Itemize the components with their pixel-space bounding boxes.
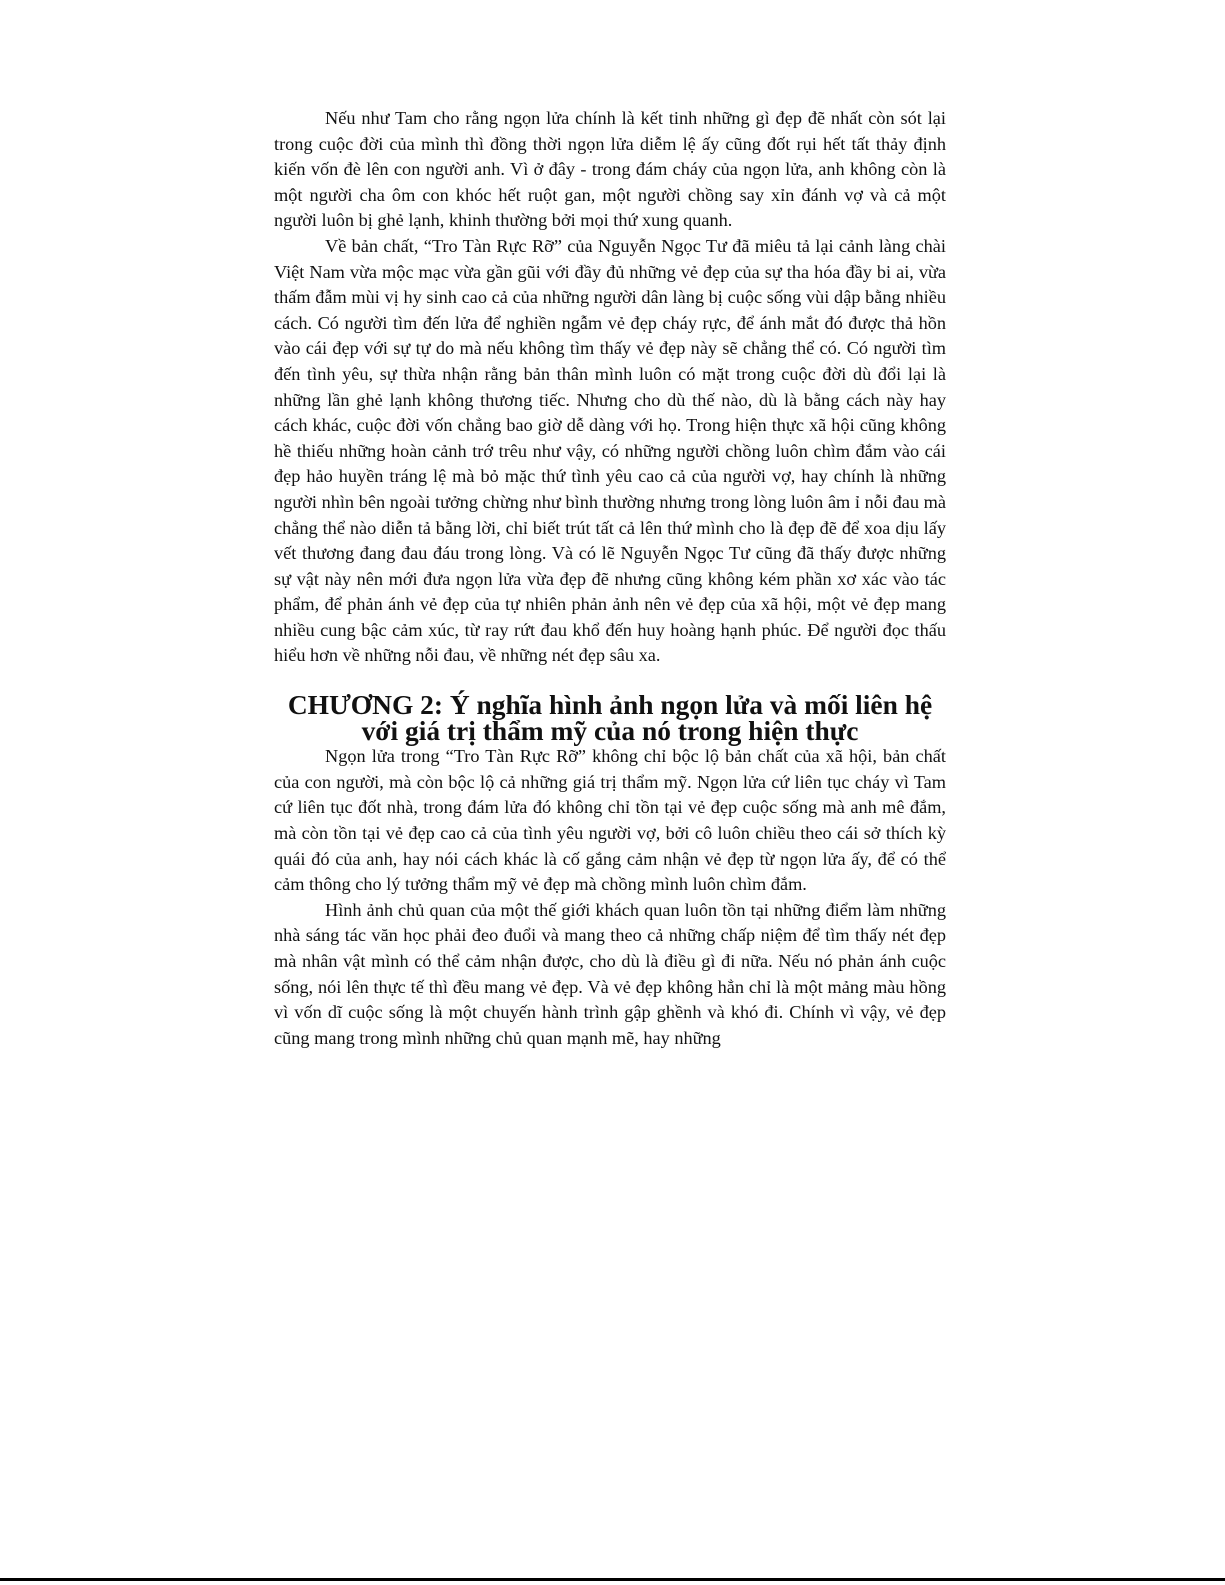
paragraph-fire-aesthetics: Ngọn lửa trong “Tro Tàn Rực Rỡ” không chỉ bộc lộ bản chất của xã hội, bản chất của con người, mà còn bộc lộ cả những giá trị thẩm mỹ. Ngọn lửa cứ liên tục cháy vì Tam cứ liên tục đốt nhà, trong đám lửa đó không chỉ tồn tại vẻ đẹp cuộc sống mà anh mê đắm, mà còn tồn tại vẻ đẹp cao cả của tình yêu người vợ, bởi cô luôn chiều theo cái sở thích kỳ quái đó của anh, hay nói cách khác là cố gắng cảm nhận vẻ đẹp từ ngọn lửa ấy, để có thể cảm thông cho lý tưởng thẩm mỹ vẻ đẹp mà chồng mình luôn chìm đắm. [274,746,946,895]
document-page [274,106,946,1051]
paragraph-tam-fire: Nếu như Tam cho rằng ngọn lửa chính là kết tinh những gì đẹp đẽ nhất còn sót lại trong cuộc đời của mình thì đồng thời ngọn lửa diễm lệ ấy cũng đốt rụi hết tất thảy định kiến vốn đè lên con người anh. Vì ở đây - trong đám cháy của ngọn lửa, anh không còn là một người cha ôm con khóc hết ruột gan, một người chồng say xỉn đánh vợ và cả một người luôn bị ghẻ lạnh, khinh thường bởi mọi thứ xung quanh. [274,108,946,231]
paragraph-subjective-image: Hình ảnh chủ quan của một thế giới khách quan luôn tồn tại những điểm làm những nhà sáng tác văn học phải đeo đuổi và mang theo cả những chấp niệm để tìm thấy nét đẹp mà nhân vật mình có thể cảm nhận được, cho dù là điều gì đi nữa. Nếu nó phản ánh cuộc sống, nói lên thực tế thì đều mang vẻ đẹp. Và vẻ đẹp không hẳn chỉ là một mảng màu hồng vì vốn dĩ cuộc sống là một chuyến hành trình gập ghềnh và khó đi. Chính vì vậy, vẻ đẹp cũng mang trong mình những chủ quan mạnh mẽ, hay những [274,899,946,1048]
chapter-heading: CHƯƠNG 2: Ý nghĩa hình ảnh ngọn lửa và mối liên hệ với giá trị thẩm mỹ của nó trong hiện thực [287,690,933,746]
paragraph-essence: Về bản chất, “Tro Tàn Rực Rỡ” của Nguyễn Ngọc Tư đã miêu tả lại cảnh làng chài Việt Nam vừa mộc mạc vừa gần gũi với đầy đủ những vẻ đẹp của sự tha hóa đầy bi ai, vừa thấm đẫm mùi vị hy sinh cao cả của những người dân làng bị cuộc sống vùi dập bằng nhiều cách. Có người tìm đến lửa để nghiền ngẫm vẻ đẹp cháy rực, để ánh mắt đó được thả hồn vào cái đẹp với sự tự do mà nếu không tìm thấy vẻ đẹp này sẽ chẳng thể có. Có người tìm đến tình yêu, sự thừa nhận rằng bản thân mình luôn có mặt trong cuộc đời dù đổi lại là những lần ghẻ lạnh không thương tiếc. Nhưng cho dù thế nào, dù là bằng cách này hay cách khác, cuộc đời vốn chẳng bao giờ dễ dàng với họ. Trong hiện thực xã hội cũng không hề thiếu những hoàn cảnh trớ trêu như vậy, có những người chồng luôn chìm đắm vào cái đẹp hảo huyền tráng lệ mà bỏ mặc thứ tình yêu cao cả của người vợ, hay chính là những người nhìn bên ngoài tưởng chừng như bình thường nhưng trong lòng luôn âm ỉ nỗi đau mà chẳng thể nào diễn tả bằng lời, chỉ biết trút tất cả lên thứ mình cho là đẹp đẽ để xoa dịu lấy vết thương đang đau đáu trong lòng. Và có lẽ Nguyễn Ngọc Tư cũng đã thấy được những sự vật này nên mới đưa ngọn lửa vừa đẹp đẽ nhưng cũng không kém phần xơ xác vào tác phẩm, để phản ánh vẻ đẹp của tự nhiên phản ảnh nên vẻ đẹp của xã hội, một vẻ đẹp mang nhiều cung bậc cảm xúc, từ ray rứt đau khổ đến huy hoàng hạnh phúc. Để người đọc thấu hiểu hơn về những nỗi đau, về những nét đẹp sâu xa. [274,235,946,666]
page-bottom-border [0,1578,1225,1581]
